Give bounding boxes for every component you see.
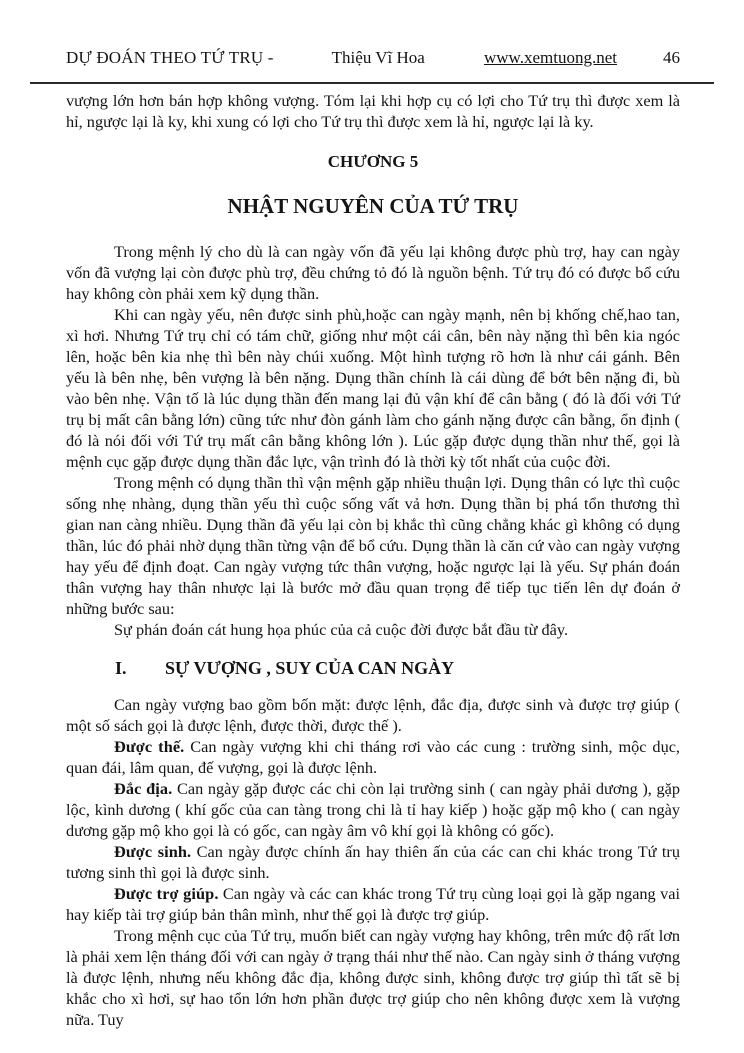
paragraph: Trong mệnh có dụng thần thì vận mệnh gặp nhiều thuận lợi. Dụng thân có lực thì cuộc sống nhẹ nhàng, dụng thần yếu thì cuộc sống vất vả hơn. Dụng thần bị phá tổn thương thì gian nan càng nhiều. Dụng thần đã yếu lại còn bị khắc thì cũng chẳng khác gì không có dụng thần, lúc đó phải nhờ dụng thần từng vận để bổ cứu. Dụng thần là căn cứ vào can ngày vượng hay yếu để định đoạt. Can ngày vượng tức thân vượng, hoặc ngược lại là yếu. Sự phán đoán thân vượng hay thân nhược lại là bước mở đầu quan trọng để tiếp tục tiến lên dự đoán ở những bước sau: (66, 473, 680, 618)
paragraph-lead: Được thế. (114, 737, 185, 756)
paragraph (66, 883, 680, 925)
paragraph-lead: Đắc địa. (114, 779, 173, 798)
section-title: SỰ VƯỢNG , SUY CỦA CAN NGÀY (165, 658, 455, 678)
book-title: DỰ ĐOÁN THEO TỨ TRỤ - (66, 48, 274, 67)
paragraph: Sự phán đoán cát hung họa phúc của cả cuộc đời được bắt đầu từ đây. (114, 620, 569, 639)
page-body (66, 90, 680, 1030)
paragraph: Khi can ngày yếu, nên được sinh phù,hoặc can ngày mạnh, nên bị khống chế,hao tan, xì hơi. Nhưng Tứ trụ chỉ có tám chữ, giống như một cái cân, bên này nặng thì bên kia ngóc lên, hoặc bên kia nhẹ thì bên này chúi xuống. Một hình tượng rõ hơn là như cái gánh. Bên yếu là bên nhẹ, bên vượng là bên nặng. Dụng thần chính là cái dùng để bớt bên nặng đi, bù vào bên nhẹ. Vận tố là lúc dụng thần đến mang lại đủ vận khí để cân bằng ( đó là đối với Tứ trụ bị mất cân bằng lớn) cũng tức như đòn gánh làm cho gánh nặng được cân bằng, ổn định ( đó là nói đối với Tứ trụ mất cân bằng không lớn ). Lúc gặp được dụng thần như thế, gọi là mệnh cục gặp được dụng thần đắc lực, vận trình đó là thời kỳ tốt nhất của cuộc đời. (66, 305, 680, 471)
paragraph (66, 778, 680, 841)
section-heading (66, 657, 680, 679)
paragraph: Trong mệnh cục của Tứ trụ, muốn biết can ngày vượng hay không, trên mức độ rất lơn là phải xem lện tháng đối với can ngày ở trạng thái như thế nào. Can ngày sinh ở tháng vượng là được lệnh, nhưng nếu không đắc địa, không được sinh, không được trợ giúp thì tất sẽ bị khắc cho xì hơi, sự hao tổn lớn hơn phần được trợ giúp cho nên không được xem là vượng nữa. Tuy (66, 926, 680, 1029)
chapter-label: CHƯƠNG 5 (327, 152, 419, 171)
paragraph: Can ngày vượng bao gồm bốn mặt: được lệnh, đắc địa, được sinh và được trợ giúp ( một số sách gọi là được lệnh, được thời, được thế ). (66, 695, 680, 735)
page-header (66, 48, 680, 68)
paragraph-text: Can ngày được chính ấn hay thiên ấn của các can chi khác trong Tứ trụ tương sinh thì gọi là được sinh. (66, 842, 680, 882)
paragraph: Trong mệnh lý cho dù là can ngày vốn đã yếu lại không được phù trợ, hay can ngày vốn đã vượng lại còn được phù trợ, đều chứng tỏ đó là nguồn bệnh. Tứ trụ đó có được bổ cứu hay không còn phải xem kỹ dụng thần. (66, 242, 680, 303)
paragraph-text: Can ngày và các can khác trong Tứ trụ cùng loại gọi là gặp ngang vai hay kiếp tài trợ giúp bản thân mình, như thế gọi là được trợ giúp. (66, 884, 680, 924)
paragraph (66, 736, 680, 778)
paragraph-lead: Được trợ giúp. (114, 884, 219, 903)
website-link[interactable]: www.xemtuong.net (484, 48, 617, 67)
paragraph-text: Can ngày gặp được các chi còn lại trường sinh ( can ngày phải dương ), gặp lộc, kình dương ( khí gốc của can tàng trong chi là tỉ hay kiếp ) hoặc gặp mộ kho ( can ngày dương gặp mộ kho gọi là có gốc, can ngày âm vô khí gọi là không có gốc). (66, 779, 680, 840)
section-number: I. (115, 658, 127, 678)
header-rule (30, 82, 714, 84)
paragraph-continued: vượng lớn hơn bán hợp không vượng. Tóm lại khi hợp cụ có lợi cho Tứ trụ thì được xem là hỉ, ngược lại là ky, khi xung có lợi cho Tứ trụ thì được xem là hỉ, ngược lại là ky. (66, 91, 680, 131)
paragraph-text: Can ngày vượng khi chi tháng rơi vào các cung : trường sinh, mộc dục, quan đái, lâm quan, đế vượng, gọi là được lệnh. (66, 737, 681, 777)
page-number: 46 (663, 48, 680, 67)
author-name: Thiệu Vĩ Hoa (331, 48, 425, 67)
chapter-title: NHẬT NGUYÊN CỦA TỨ TRỤ (227, 194, 519, 218)
paragraph (66, 841, 680, 883)
paragraph-lead: Được sinh. (114, 842, 192, 861)
